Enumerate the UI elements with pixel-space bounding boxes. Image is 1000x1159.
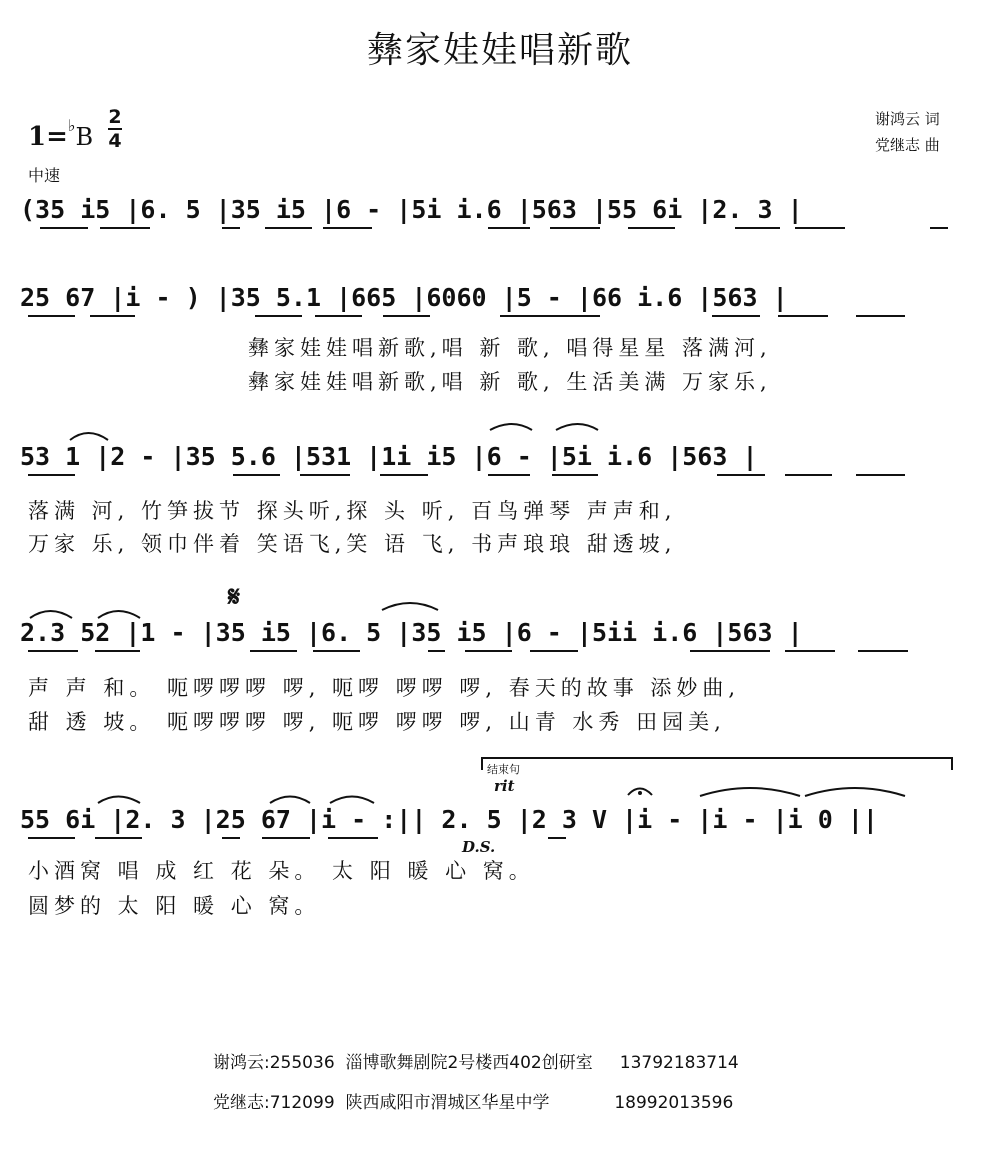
- contact-name: 谢鸿云:: [213, 1053, 270, 1073]
- lyric-row-4-verse-1: 声 声 和。 呃啰啰啰 啰, 呃啰 啰啰 啰, 春天的故事 添妙曲,: [28, 676, 741, 700]
- contact-row-composer: [213, 1088, 733, 1113]
- composer-credit: 党继志 曲: [875, 136, 940, 154]
- notation-row-1: (35 i5 |6. 5 |35 i5 |6 - |5i i.6 |563 |55 6i |2. 3 |: [20, 195, 803, 224]
- lyric-row-2-verse-2: 彝家娃娃唱新歌,唱 新 歌, 生活美满 万家乐,: [248, 370, 772, 394]
- lyricist-credit: 谢鸿云 词: [875, 110, 940, 128]
- lyric-row-4-verse-2: 甜 透 坡。 呃啰啰啰 啰, 呃啰 啰啰 啰, 山青 水秀 田园美,: [28, 710, 726, 734]
- contact-name: 党继志:: [213, 1093, 270, 1113]
- notation-row-2: 25 67 |i - ) |35 5.1 |665 |6060 |5 - |66 i.6 |563 |: [20, 283, 788, 312]
- lyric-row-2-verse-1: 彝家娃娃唱新歌,唱 新 歌, 唱得星星 落满河,: [248, 336, 772, 360]
- ds-marking: D.S.: [462, 838, 496, 856]
- notation-row-3: 53 1 |2 - |35 5.6 |531 |1i i5 |6 - |5i i.6 |563 |: [20, 442, 758, 471]
- flat-sign: ♭: [67, 116, 76, 135]
- lyric-row-5-verse-1: 小酒窝 唱 成 红 花 朵。 太 阳 暖 心 窝。: [28, 859, 535, 883]
- contact-phone: 13792183714: [619, 1053, 739, 1073]
- contact-postcode: 255036: [269, 1053, 335, 1073]
- lyric-row-3-verse-1: 落满 河, 竹笋拔节 探头听,探 头 听, 百鸟弹琴 声声和,: [28, 499, 677, 523]
- meter-bottom: 4: [108, 130, 122, 152]
- rit-marking: rit: [494, 777, 515, 795]
- notation-row-4: 2.3 52 |1 - |35 i5 |6. 5 |35 i5 |6 - |5ii i.6 |563 |: [20, 618, 803, 647]
- contact-phone: 18992013596: [614, 1093, 734, 1113]
- ending-label: 结束句: [487, 763, 520, 776]
- lyric-row-3-verse-2: 万家 乐, 领巾伴着 笑语飞,笑 语 飞, 书声琅琅 甜透坡,: [28, 532, 677, 556]
- contact-address: 陕西咸阳市渭城区华星中学: [345, 1093, 550, 1113]
- contact-address: 淄博歌舞剧院2号楼西402创研室: [345, 1053, 593, 1073]
- segno-sign: 𝄋: [228, 580, 241, 613]
- key-one: 1=: [28, 122, 68, 152]
- contact-postcode: 712099: [269, 1093, 335, 1113]
- tempo-marking: 中速: [28, 166, 61, 185]
- page-title: 彝家娃娃唱新歌: [366, 30, 633, 71]
- notation-row-5: 55 6i |2. 3 |25 67 |i - :|| 2. 5 |2 3 V |i - |i - |i 0 ||: [20, 805, 878, 834]
- meter-top: 2: [108, 106, 122, 128]
- key-note: B: [75, 123, 94, 151]
- contact-row-lyricist: [213, 1048, 739, 1073]
- lyric-row-5-verse-2: 圆梦的 太 阳 暖 心 窝。: [28, 894, 321, 918]
